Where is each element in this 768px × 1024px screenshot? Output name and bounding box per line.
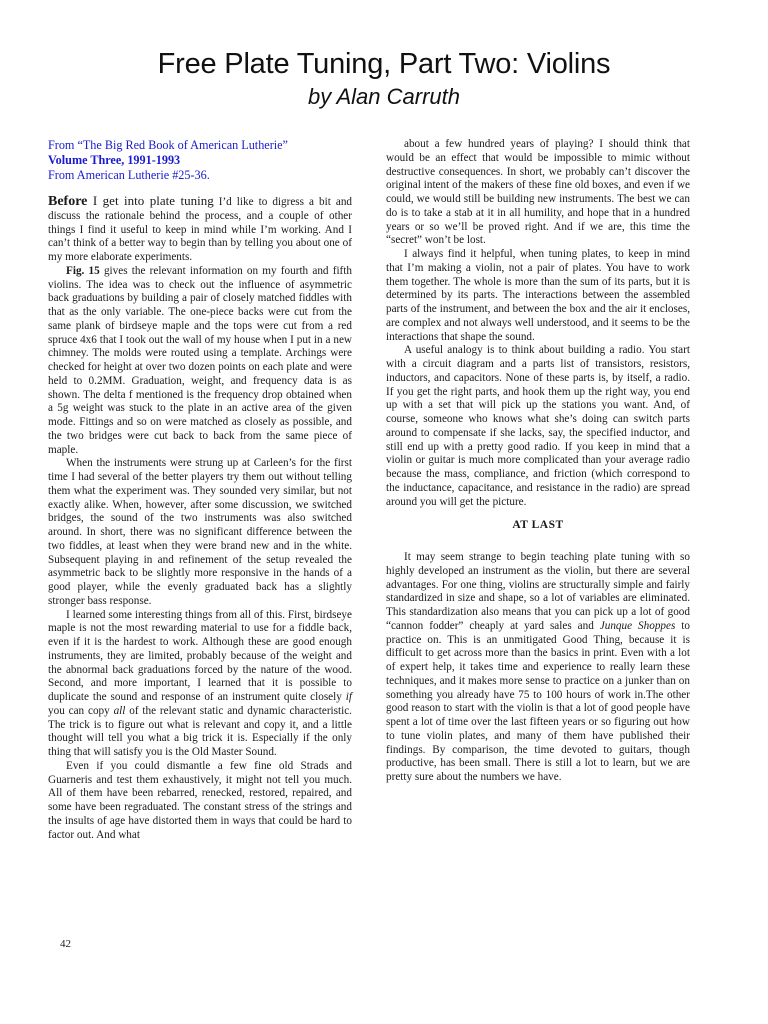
paragraph-text: It may seem strange to begin teaching plate tuning with so highly developed an instrument as the violin, but there are several advantages. For one thing, violins are structurally simple and fairly standardized in size and shape, so a lot of variables are eliminated. This standardization also means that you can pick up a lot of good “cannon fodder” cheaply at yard sales and — [386, 551, 690, 632]
author-byline: by Alan Carruth — [307, 84, 461, 109]
paragraph — [48, 194, 352, 265]
paragraph-text: of the relevant static and dynamic characteristic. The trick is to figure out what is relevant and copy it, and a little thought will tell you what a big trick it is. Especially if the only thing that will satisfy you is the Old Master Sound. — [48, 704, 352, 758]
article-title: Free Plate Tuning, Part Two: Violins — [157, 48, 611, 80]
left-column — [48, 138, 352, 842]
paragraph — [48, 265, 352, 458]
paragraph-text: you can copy — [48, 704, 114, 717]
paragraph: Even if you could dismantle a few fine old Strads and Guarneris and test them exhaustively, it might not tell you much. All of them have been rebarred, renecked, restored, repaired, and some have been regraduated. The constant stress of the strings and the insults of age have distorted them in ways that could be hard to factor out. And what — [48, 759, 352, 841]
emphasis: all — [113, 704, 126, 717]
paragraph — [386, 551, 690, 785]
source-citation — [48, 138, 352, 183]
figure-reference: Fig. 15 — [66, 264, 100, 277]
source-book: From “The Big Red Book of American Lutherie” — [48, 138, 288, 152]
right-column — [386, 138, 690, 785]
lead-phrase: I get into plate tuning — [87, 193, 214, 208]
page-number: 42 — [60, 938, 71, 950]
section-heading: AT LAST — [512, 519, 564, 532]
paragraph-text: to practice on. This is an unmitigated Good Thing, because it is difficult to get across more than the basics in print. Even with a lot of expert help, it takes time and experience to really learn these techniques, and it makes more sense to practice on a junker than on something you already have 75 to 100 hours of work in.The other good reason to start with the violin is that a lot of good people have spent a lot of time over the last fifteen years or so figuring out how to tune violin plates, and many of them have published their findings. By comparison, the time devoted to guitars, though productive, has been small. There is still a lot to learn, but we are pretty sure about the numbers we have. — [386, 619, 691, 783]
paragraph: about a few hundred years of playing? I should think that would be an effect that would be impossible to mimic without destructive consequences. In short, we probably can’t discover the original intent of the makers of these fine old boxes, and even if we could, we would still be building new instruments. The best we can do is to take a stab at it in all humility, and hope that in a hundred years or so we’ll be proved right. And if we are, this time the “secret” won’t be lost. — [386, 138, 690, 247]
source-volume: Volume Three, 1991-1993 — [48, 153, 181, 167]
paragraph: When the instruments were strung up at Carleen’s for the first time I had several of the better players try them out without telling them what the experiment was. They sounded very similar, but not exactly alike. When, however, after some discussion, we switched bridges, the sound of the two instruments was also switched around. In short, there was no significant difference between the two fiddles, at least when they were brand new and in the white. Subsequent playing in and refinement of the setup revealed the asymmetric back to be slightly more responsive in the hands of a good player, while the evenly graduated back has a slightly stronger bass response. — [48, 457, 352, 607]
paragraph: A useful analogy is to think about building a radio. You start with a circuit diagram and a parts list of transistors, resistors, inductors, and capacitors. None of these parts is, by itself, a radio. If you get the right parts, and hook them up the right way, you end up with a set that will pick up the stations you want. And, of course, someone who knows what she’s doing can switch parts around to compensate if she lacks, say, the specified inductor, and still end up with a pretty good radio. If you keep in mind that a violin or guitar is much more complicated than your average radio because the mass, compliance, and friction (which correspond to the inductance, capacitance, and resistance in the radio) are spread around you will get the picture. — [386, 344, 690, 508]
paragraph-text: I learned some interesting things from all of this. First, birdseye maple is not the most rewarding material to use for a fiddle back, even if it is the hardest to work. Although these are good enough instruments, they are limited, probably because of the weight and the abnormal back graduations forced by the nature of the wood. Second, and more important, I learned that it is possible to duplicate the sound and response of an instrument quite closely — [48, 608, 352, 703]
paragraph-text: I’d like to digress a bit and discuss the rationale behind the process, and a couple of other things I find it useful to keep in mind while I’m working. And I can’t think of a better way to begin than by telling you about one of my more elaborate experiments. — [48, 196, 353, 263]
paragraph-text: gives the relevant information on my fourth and fifth violins. The idea was to check out the influence of asymmetric back graduations by building a pair of closely matched fiddles with that as the only variable. The one-piece backs were cut from the same plank of birdseye maple and the tops were cut from a red spruce 4x6 that I took out the wall of my house when I put in a new chimney. The molds were routed using a template. Archings were checked for height at over two dozen points on each plate and were held to 0.2MM. Graduation, weight, and frequency data is as shown. The delta f mentioned is the frequency drop obtained when a 5g weight was stuck to the plate in an active area of the given mode. Fittings and so on were matched as closely as possible, and the two bridges were cut back to back from the same piece of maple. — [48, 264, 352, 456]
source-issue: From American Lutherie #25-36. — [48, 168, 210, 182]
paragraph — [48, 609, 352, 760]
emphasis: Junque Shoppes — [599, 619, 676, 632]
paragraph: I always find it helpful, when tuning plates, to keep in mind that I’m making a violin, not a pair of plates. You have to work them together. The whole is more than the sum of its parts, but it is determined by its parts. The interactions between the assembled parts of the instrument, and between the box and the air it encloses, are complex and not always well understood, and it seems to be the interactions that shape the sound. — [386, 248, 690, 343]
lead-word: Before — [48, 194, 88, 209]
emphasis: if — [345, 691, 352, 703]
